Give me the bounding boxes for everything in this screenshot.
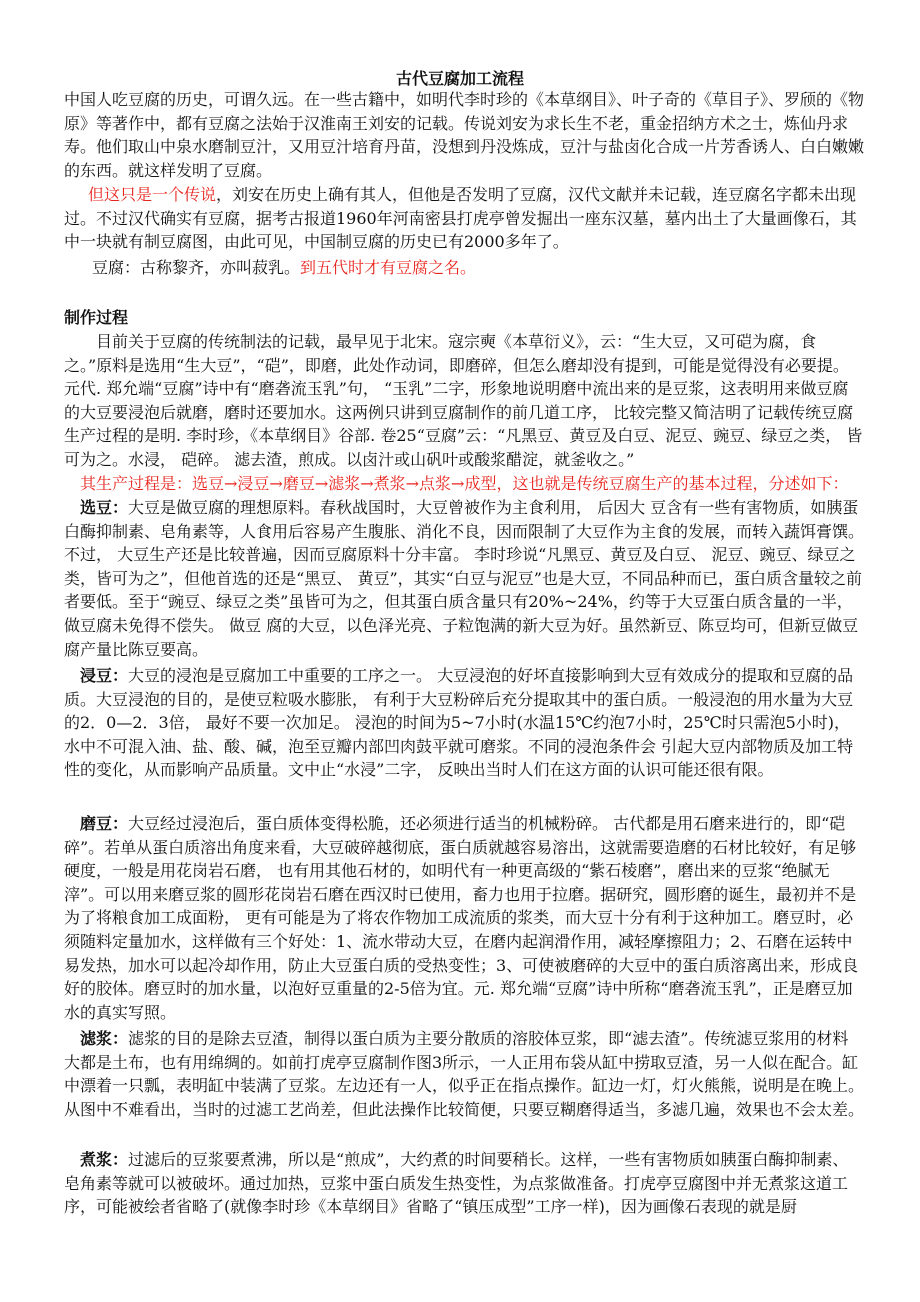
step-label: 滤浆： — [80, 1029, 129, 1048]
step-label: 煮浆： — [80, 1150, 129, 1169]
step-select-beans — [64, 496, 864, 661]
tofu-name-note: 到五代时才有豆腐之名。 — [300, 258, 477, 277]
step-text: 过滤后的豆浆要煮沸，所以是“煎成”，大约煮的时间要稍长。这样，一些有害物质如胰蛋白酶抑制素、皂角素等就可以被破坏。通过加热，豆浆中蛋白质发生热变性，为点浆做准备。打虎亭豆腐图中并无煮浆这道工序，可能被绘者省略了(就像李时珍《本草纲目》省略了“镇压成型”工序一样)，因为画像石表现的就是厨 — [64, 1150, 849, 1217]
step-grind-beans — [64, 812, 864, 1024]
step-text: 大豆是做豆腐的理想原料。春秋战国时，大豆曾被作为主食利用， 后因大 豆含有一些有害物质，如胰蛋白酶抑制素、皂角素等，人食用后容易产生腹胀、消化不良，因而限制了大豆作为主食的发展，而转入蔬饵膏馔。不过， 大豆生产还是比较普遍，因而豆腐原料十分丰富。 李时珍说“凡黑豆、黄豆及白豆、 泥豆、豌豆、绿豆之类，皆可为之”，但他首选的还是“黑豆、 黄豆”，其实“白豆与泥豆”也是大豆，不同品种而已，蛋白质含量较之前者要低。至于“豌豆、绿豆之类”虽皆可为之，但其蛋白质含量只有20%~24%，约等于大豆蛋白质含量的一半，做豆腐未免得不偿失。 做豆 腐的大豆，以色泽光亮、子粒饱满的新大豆为好。虽然新豆、陈豆均可，但新豆做豆腐产量比陈豆要高。 — [64, 498, 865, 659]
step-text: 大豆经过浸泡后，蛋白质体变得松脆，还必须进行适当的机械粉碎。 古代都是用石磨来进行的，即“硙碎”。若单从蛋白质溶出角度来看，大豆破碎越彻底，蛋白质就越容易溶出，这就需要造磨的石材比较好，有足够硬度，一般是用花岗岩石磨， 也有用其他石材的，如明代有一种更高级的“紫石棱磨”，磨出来的豆浆“绝腻无滓”。可以用来磨豆浆的圆形花岗岩石磨在西汉时已使用，畜力也用于拉磨。据研究，圆形磨的诞生，最初并不是为了将粮食加工成面粉， 更有可能是为了将农作物加工成流质的浆类，而大豆十分有利于这种加工。磨豆时，必须随料定量加水，这样做有三个好处：1、流水带动大豆，在磨内起润滑作用，减轻摩擦阻力；2、石磨在运转中易发热，加水可以起冷却作用，防止大豆蛋白质的受热变性；3、可使被磨碎的大豆中的蛋白质溶离出来，形成良好的胶体。磨豆时的加水量，以泡好豆重量的2-5倍为宜。元. 郑允端“豆腐”诗中所称“磨砻流玉乳”，正是磨豆加水的真实写照。 — [64, 814, 859, 1022]
intro-paragraph-1: 中国人吃豆腐的历史，可谓久远。在一些古籍中，如明代李时珍的《本草纲目》、叶子奇的《草目子》、罗颀的《物原》等著作中，都有豆腐之法始于汉淮南王刘安的记载。传说刘安为求长生不老，重金招纳方术之士，炼仙丹求寿。他们取山中泉水磨制豆汁，又用豆汁培育丹苗，没想到丹没炼成，豆汁与盐卤化合成一片芳香诱人、白白嫩嫩的东西。就这样发明了豆腐。 — [64, 90, 865, 180]
step-soak-beans — [64, 664, 864, 782]
intro-paragraph-2-text: ，刘安在历史上确有其人，但他是否发明了豆腐，汉代文献并未记载，连豆腐名字都未出现过。不过汉代确实有豆腐，据考古报道1960年河南密县打虎亭曾发掘出一座东汉墓，墓内出土了大量画像石，其中一块就有制豆腐图，由此可见，中国制豆腐的历史已有2000多年了。 — [64, 185, 857, 252]
step-label: 磨豆： — [80, 814, 129, 833]
document-title: 古代豆腐加工流程 — [395, 69, 524, 88]
step-filter-pulp — [64, 1027, 864, 1121]
step-label: 浸豆： — [80, 666, 129, 685]
step-label: 选豆： — [80, 498, 129, 517]
legend-note: 但这只是一个传说 — [88, 185, 217, 204]
tofu-alias-text: 豆腐：古称黎齐，亦叫菽乳。 — [92, 258, 301, 277]
step-text: 滤浆的目的是除去豆渣，制得以蛋白质为主要分散质的溶胶体豆浆，即“滤去渣”。传统滤豆浆用的材料大都是土布，也有用绵绸的。如前打虎亭豆腐制作图3所示，一人正用布袋从缸中捞取豆渣，另一人似在配合。缸中漂着一只瓢，表明缸中装满了豆浆。左边还有一人，似乎正在指点操作。缸边一灯，灯火熊熊，说明是在晚上。从图中不难看出，当时的过滤工艺尚差，但此法操作比较简便，只要豆糊磨得适当，多滤几遍，效果也不会太差。 — [64, 1029, 865, 1119]
section-heading: 制作过程 — [64, 308, 129, 327]
intro-paragraph-3 — [64, 256, 864, 280]
step-boil-pulp — [64, 1148, 864, 1219]
intro-paragraph-2 — [64, 183, 864, 254]
process-paragraph-2: 元代. 郑允端“豆腐”诗中有“磨砻流玉乳”句， “玉乳”二字，形象地说明磨中流出来的是豆浆，这表明用来做豆腐的大豆要浸泡后就磨，磨时还要加水。这两例只讲到豆腐制作的前几道工序， 比较完整又简洁明了记载传统豆腐生产过程的是明. 李时珍，《本草纲目》谷部. 卷25“豆腐”云：“凡黑豆、黄豆及白豆、泥豆、豌豆、绿豆之类， 皆可为之。水浸， 硙碎。 滤去渣，煎成。以卤汁或山矾叶或酸浆醋淀，就釜收之。” — [64, 379, 863, 469]
process-paragraph-1: 目前关于豆腐的传统制法的记载，最早见于北宋。寇宗奭《本草衍义》，云：“生大豆，又可硙为腐，食之。”原料是选用“生大豆”，“硙”，即磨，此处作动词，即磨碎，但怎么磨却没有提到，可能是觉得没有必要提。 — [64, 332, 849, 375]
step-text: 大豆的浸泡是豆腐加工中重要的工序之一。 大豆浸泡的好坏直接影响到大豆有效成分的提取和豆腐的品质。大豆浸泡的目的，是使豆粒吸水膨胀， 有利于大豆粉碎后充分提取其中的蛋白质。一般浸泡的用水量为大豆的2．0—2．3倍， 最好不要一次加足。 浸泡的时间为5~7小时(水温15℃约泡7小时，25℃时只需泡5小时)， 水中不可混入油、盐、酸、碱，泡至豆瓣内部凹肉鼓平就可磨浆。不同的浸泡条件会 引起大豆内部物质及加工特性的变化，从而影响产品质量。文中止“水浸”二字， 反映出当时人们在这方面的认识可能还很有限。 — [64, 666, 854, 780]
process-steps-summary: 其生产过程是：选豆→浸豆→磨豆→滤浆→煮浆→点浆→成型，这也就是传统豆腐生产的基本过程，分述如下： — [80, 474, 849, 493]
